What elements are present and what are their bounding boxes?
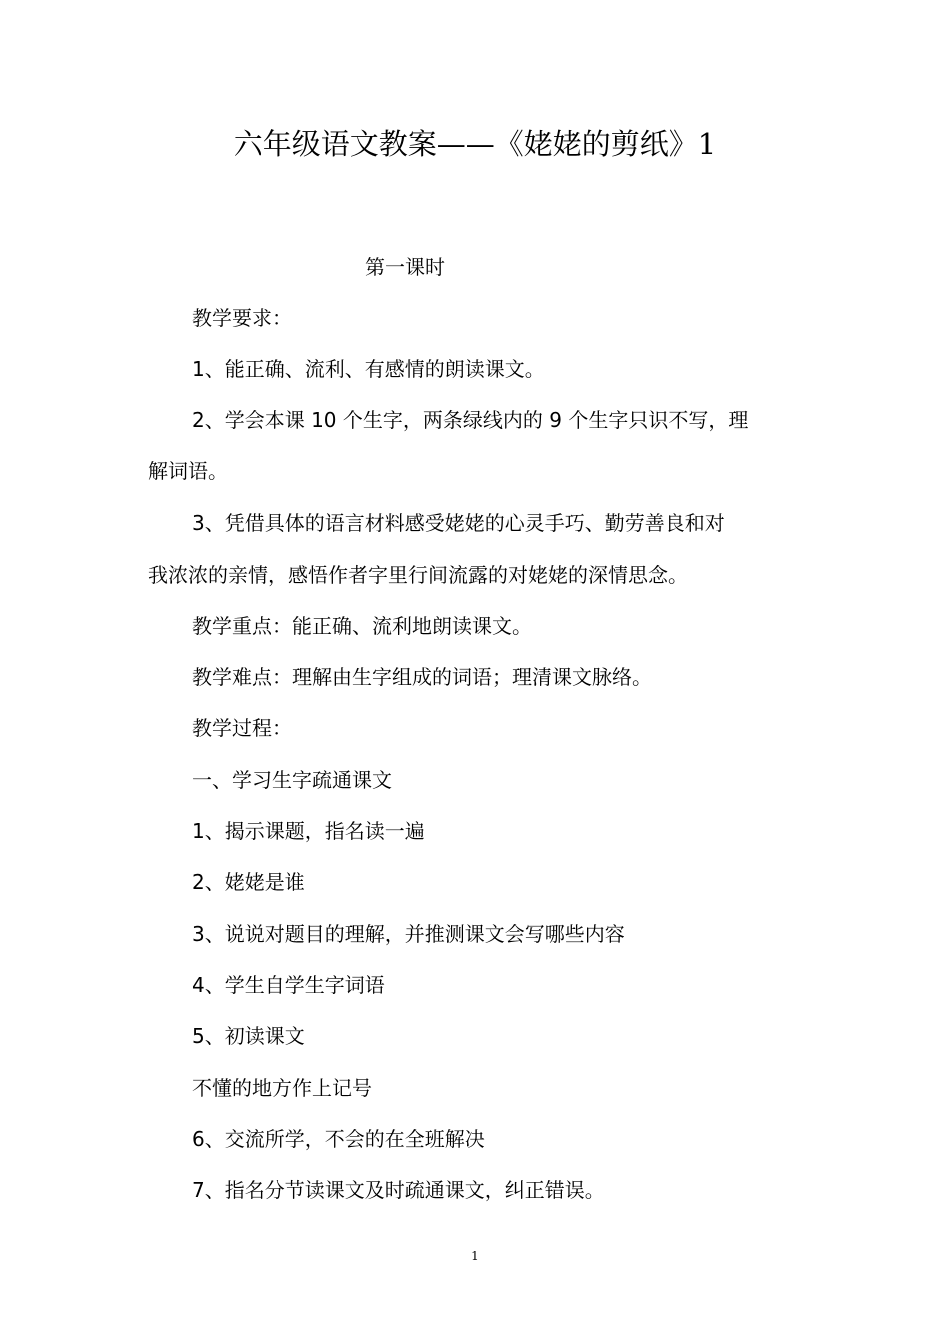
process-heading: 教学过程： [192, 716, 292, 740]
requirement-2-line-2: 解词语。 [148, 459, 228, 483]
step-5: 5、初读课文 [192, 1024, 305, 1048]
step-6: 6、交流所学，不会的在全班解决 [192, 1127, 485, 1151]
requirements-heading: 教学要求： [192, 306, 292, 330]
page-number: 1 [471, 1249, 479, 1263]
requirement-1: 1、能正确、流利、有感情的朗读课文。 [192, 357, 545, 381]
step-7: 7、指名分节读课文及时疏通课文，纠正错误。 [192, 1178, 605, 1202]
step-5-note: 不懂的地方作上记号 [192, 1076, 372, 1100]
step-1: 1、揭示课题，指名读一遍 [192, 819, 425, 843]
key-point: 教学重点：能正确、流利地朗读课文。 [192, 614, 532, 638]
step-2: 2、姥姥是谁 [192, 870, 305, 894]
requirement-2-line-1: 2、学会本课 10 个生字，两条绿线内的 9 个生字只识不写，理 [192, 408, 749, 432]
document-title: 六年级语文教案——《姥姥的剪纸》1 [233, 127, 717, 161]
section-1-heading: 一、学习生字疏通课文 [192, 768, 392, 792]
step-3: 3、说说对题目的理解，并推测课文会写哪些内容 [192, 922, 625, 946]
difficulty: 教学难点：理解由生字组成的词语；理清课文脉络。 [192, 665, 652, 689]
requirement-3-line-1: 3、凭借具体的语言材料感受姥姥的心灵手巧、勤劳善良和对 [192, 511, 725, 535]
lesson-label: 第一课时 [365, 255, 445, 279]
requirement-3-line-2: 我浓浓的亲情，感悟作者字里行间流露的对姥姥的深情思念。 [148, 563, 688, 587]
step-4: 4、学生自学生字词语 [192, 973, 385, 997]
